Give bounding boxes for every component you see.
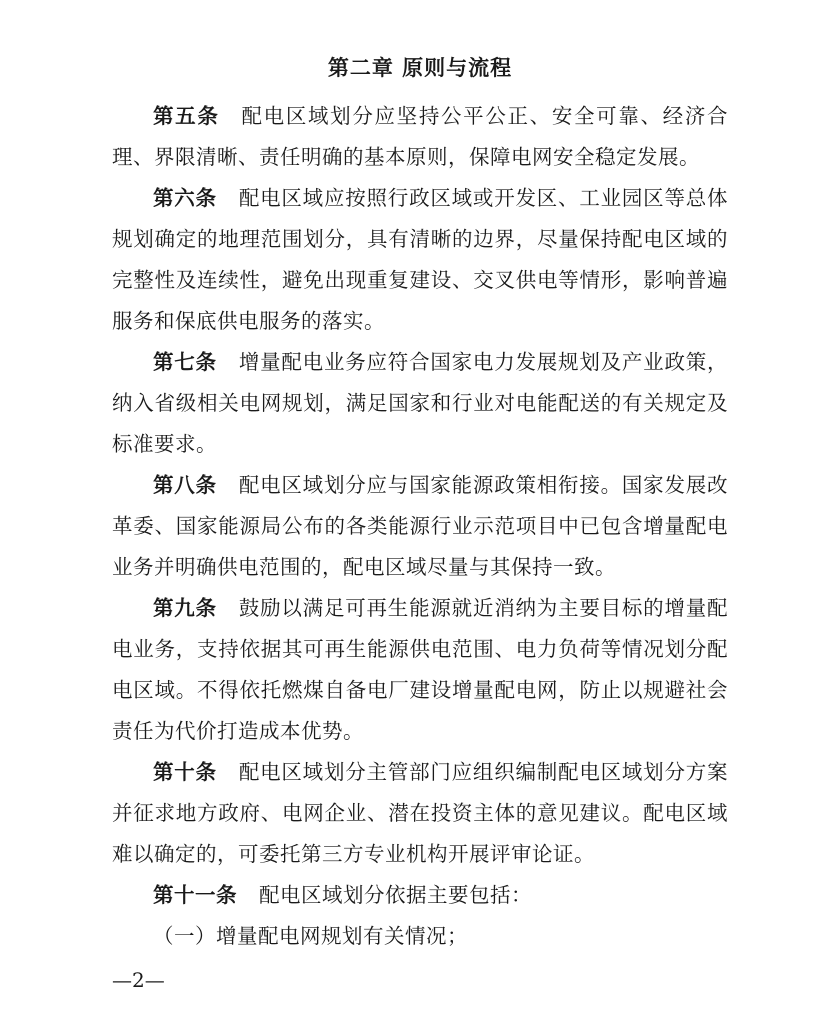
article-text: 配电区域划分主管部门应组织编制配电区域划分方案并征求地方政府、电网企业、潜在投资主体的意见建议。配电区域难以确定的，可委托第三方专业机构开展评审论证。 xyxy=(112,760,729,866)
article-8 xyxy=(112,465,728,588)
article-label: 第五条 xyxy=(153,104,220,128)
article-7 xyxy=(112,342,728,465)
article-label: 第八条 xyxy=(153,473,217,497)
article-text: 鼓励以满足可再生能源就近消纳为主要目标的增量配电业务，支持依据其可再生能源供电范围、电力负荷等情况划分配电区域。不得依托燃煤自备电厂建设增量配电网，防止以规避社会责任为代价打造成本优势。 xyxy=(112,596,729,743)
article-text: 配电区域划分应坚持公平公正、安全可靠、经济合理、界限清晰、责任明确的基本原则，保障电网安全稳定发展。 xyxy=(112,104,728,169)
article-label: 第六条 xyxy=(153,186,217,210)
article-label: 第七条 xyxy=(153,350,217,374)
document-body xyxy=(112,96,728,957)
article-6 xyxy=(112,178,728,342)
page-number: —2— xyxy=(112,968,165,992)
article-text: 配电区域应按照行政区域或开发区、工业园区等总体规划确定的地理范围划分，具有清晰的边界，尽量保持配电区域的完整性及连续性，避免出现重复建设、交叉供电等情形，影响普遍服务和保底供电服务的落实。 xyxy=(112,186,729,333)
article-text: 增量配电业务应符合国家电力发展规划及产业政策，纳入省级相关电网规划，满足国家和行业对电能配送的有关规定及标准要求。 xyxy=(112,350,729,456)
article-text: 配电区域划分应与国家能源政策相衔接。国家发展改革委、国家能源局公布的各类能源行业示范项目中已包含增量配电业务并明确供电范围的，配电区域尽量与其保持一致。 xyxy=(112,473,729,579)
article-11 xyxy=(112,875,728,916)
article-5 xyxy=(112,96,728,178)
article-label: 第十条 xyxy=(153,760,217,784)
article-label: 第九条 xyxy=(153,596,217,620)
chapter-title: 第二章 原则与流程 xyxy=(327,56,513,80)
list-item: （一）增量配电网规划有关情况； xyxy=(153,924,468,948)
article-text: 配电区域划分依据主要包括： xyxy=(259,883,532,907)
article-label: 第十一条 xyxy=(153,883,237,907)
article-9 xyxy=(112,588,728,752)
article-10 xyxy=(112,752,728,875)
